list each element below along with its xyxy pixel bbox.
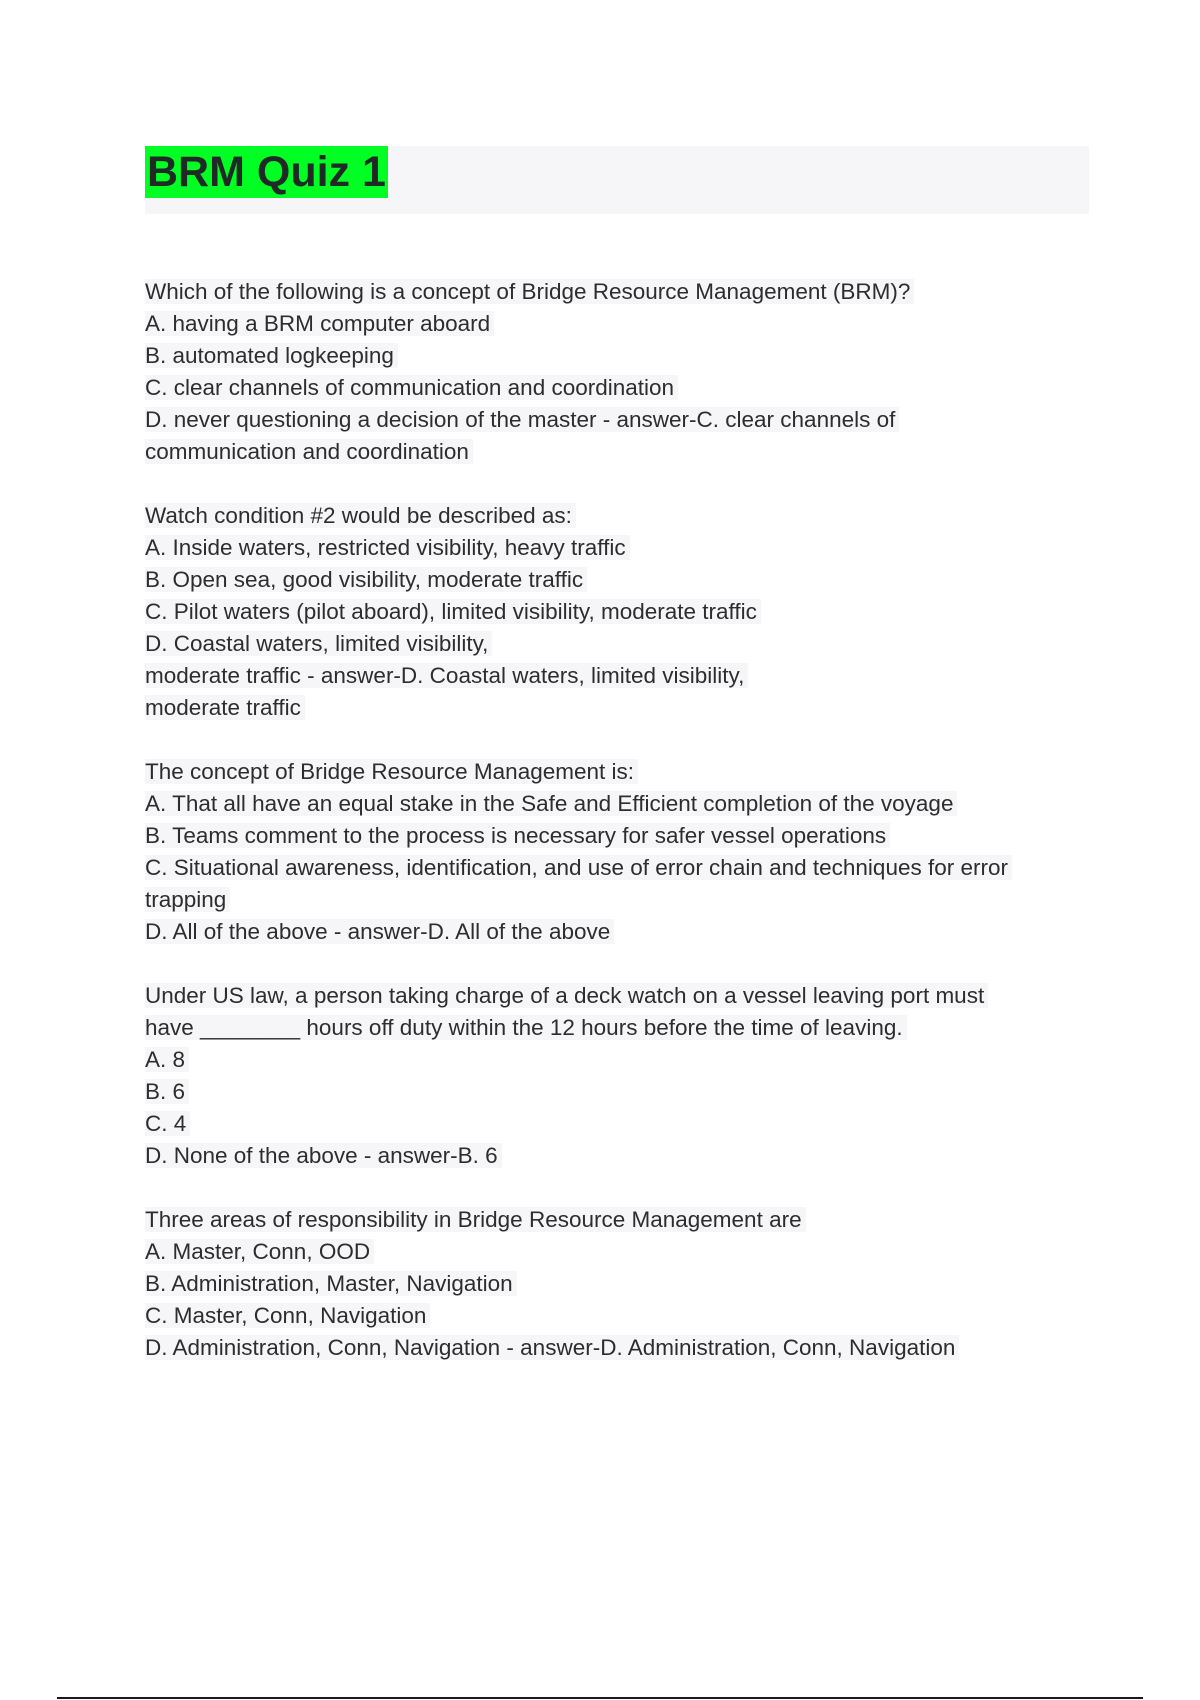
question-5-option-c: C. Master, Conn, Navigation [145,1300,1090,1332]
question-1-answer-continued: communication and coordination [145,436,1090,468]
question-2-answer: moderate traffic - answer-D. Coastal waters, limited visibility, [145,660,1090,692]
question-4-option-b: B. 6 [145,1076,1090,1108]
question-4-option-d-answer: D. None of the above - answer-B. 6 [145,1140,1090,1172]
question-block-2 [145,500,1090,724]
question-2-option-d: D. Coastal waters, limited visibility, [145,628,1090,660]
question-4-option-c: C. 4 [145,1108,1090,1140]
question-1-option-a: A. having a BRM computer aboard [145,308,1090,340]
page-bottom-rule [57,1697,1143,1699]
question-3-option-c: C. Situational awareness, identification, and use of error chain and techniques for error [145,852,1090,884]
question-3-prompt: The concept of Bridge Resource Management is: [145,756,1090,788]
question-4-prompt-continued: have ________ hours off duty within the 12 hours before the time of leaving. [145,1012,1090,1044]
question-2-prompt: Watch condition #2 would be described as: [145,500,1090,532]
question-5-prompt: Three areas of responsibility in Bridge Resource Management are [145,1204,1090,1236]
quiz-content [145,276,1090,1396]
question-2-answer-continued: moderate traffic [145,692,1090,724]
page-title: BRM Quiz 1 [147,148,386,196]
question-block-5 [145,1204,1090,1364]
question-5-option-d-answer: D. Administration, Conn, Navigation - answer-D. Administration, Conn, Navigation [145,1332,1090,1364]
question-1-option-b: B. automated logkeeping [145,340,1090,372]
question-3-option-d-answer: D. All of the above - answer-D. All of the above [145,916,1090,948]
question-block-4 [145,980,1090,1172]
question-1-prompt: Which of the following is a concept of Bridge Resource Management (BRM)? [145,276,1090,308]
question-1-option-d-answer: D. never questioning a decision of the master - answer-C. clear channels of [145,404,1090,436]
question-3-option-a: A. That all have an equal stake in the Safe and Efficient completion of the voyage [145,788,1090,820]
question-5-option-b: B. Administration, Master, Navigation [145,1268,1090,1300]
question-block-3 [145,756,1090,948]
question-2-option-c: C. Pilot waters (pilot aboard), limited visibility, moderate traffic [145,596,1090,628]
question-4-prompt: Under US law, a person taking charge of a deck watch on a vessel leaving port must [145,980,1090,1012]
question-5-option-a: A. Master, Conn, OOD [145,1236,1090,1268]
question-3-option-c-continued: trapping [145,884,1090,916]
question-2-option-b: B. Open sea, good visibility, moderate traffic [145,564,1090,596]
question-4-option-a: A. 8 [145,1044,1090,1076]
question-block-1 [145,276,1090,468]
question-2-option-a: A. Inside waters, restricted visibility, heavy traffic [145,532,1090,564]
question-1-option-c: C. clear channels of communication and coordination [145,372,1090,404]
question-3-option-b: B. Teams comment to the process is necessary for safer vessel operations [145,820,1090,852]
